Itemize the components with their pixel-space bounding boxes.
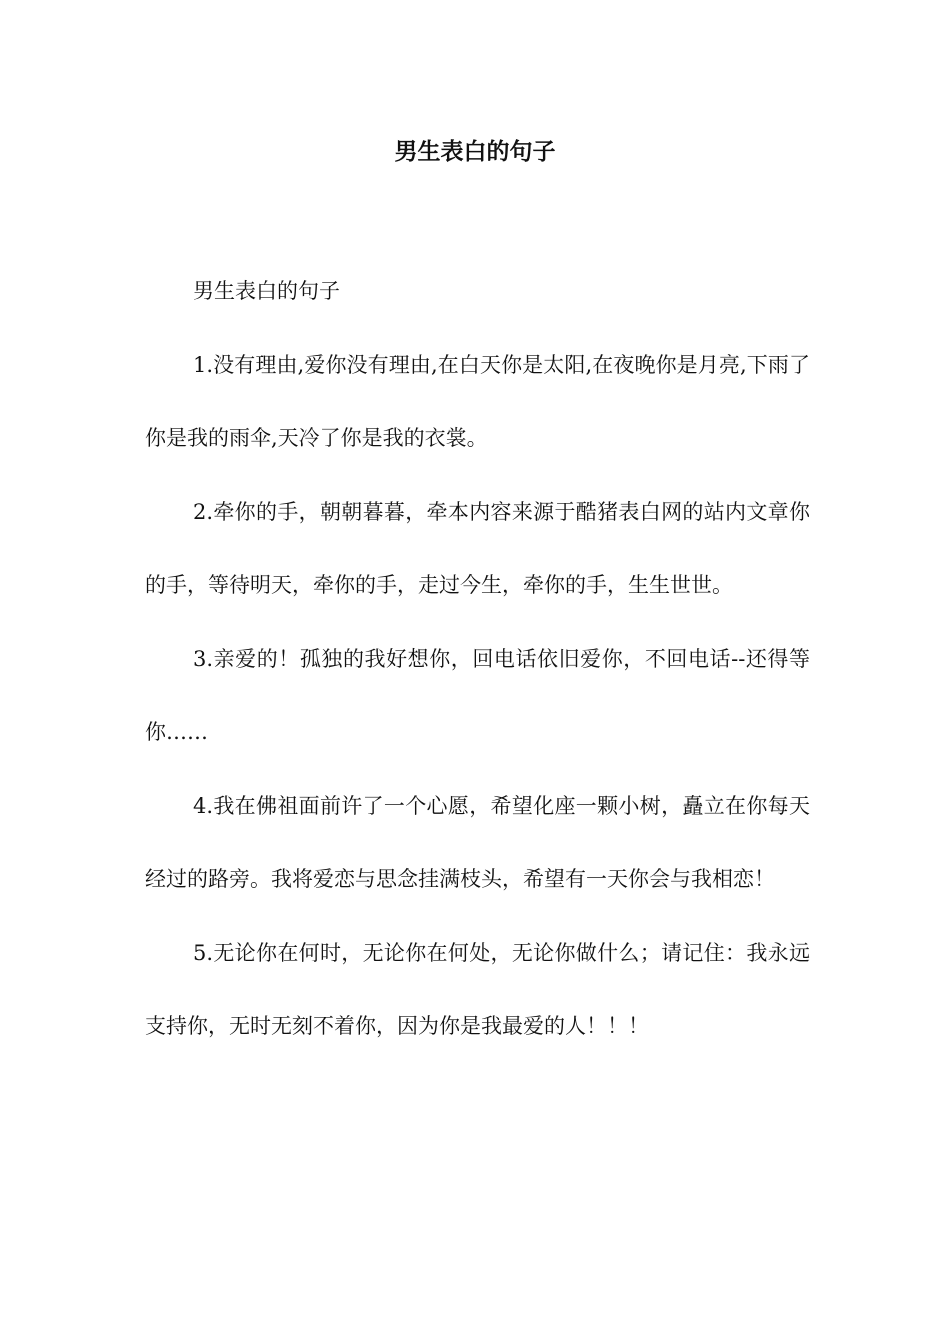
paragraph-heading: 男生表白的句子	[193, 279, 340, 303]
paragraph-item-4: 4.我在佛祖面前许了一个心愿，希望化座一颗小树，矗立在你每天经过的路旁。我将爱恋与思念挂满枝头，希望有一天你会与我相恋！	[145, 793, 810, 891]
paragraph-item-3: 3.亲爱的！孤独的我好想你，回电话依旧爱你，不回电话--还得等你……	[145, 646, 810, 744]
document-body	[145, 255, 810, 1064]
paragraph-item-1: 1.没有理由,爱你没有理由,在白天你是太阳,在夜晚你是月亮,下雨了你是我的雨伞,天冷了你是我的衣裳。	[145, 352, 810, 450]
document-title: 男生表白的句子	[394, 139, 556, 165]
paragraph-item-2: 2.牵你的手，朝朝暮暮，牵本内容来源于酷猪表白网的站内文章你的手，等待明天，牵你的手，走过今生，牵你的手，生生世世。	[145, 499, 810, 597]
paragraph-item-5: 5.无论你在何时，无论你在何处，无论你做什么；请记住：我永远支持你，无时无刻不着你，因为你是我最爱的人！！！	[145, 940, 810, 1038]
